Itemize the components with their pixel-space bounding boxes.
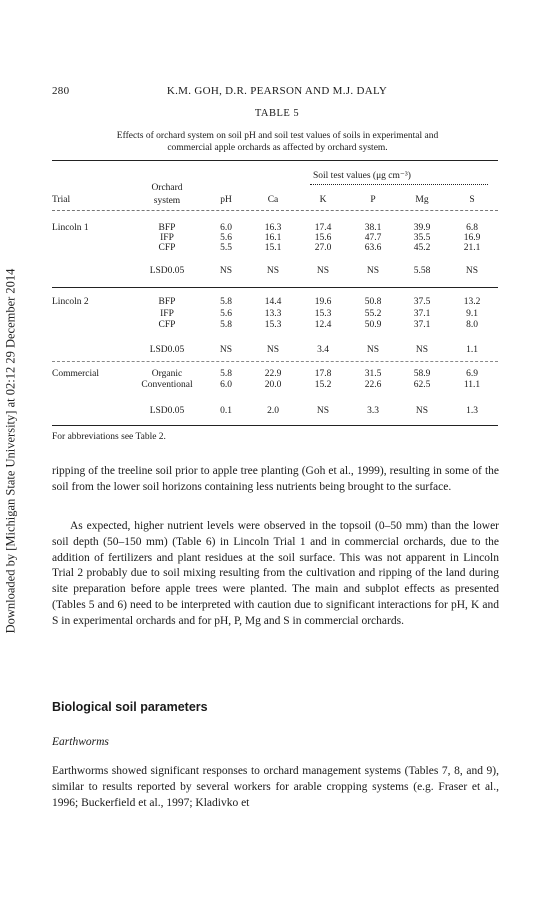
table-cell-s: 1.1	[466, 345, 478, 355]
table-cell-ph: 5.8	[220, 297, 232, 307]
table-cell-p: 50.9	[364, 320, 382, 330]
table-cell-s: 9.1	[466, 309, 478, 319]
table-top-rule	[52, 160, 498, 161]
column-header-p: P	[370, 195, 376, 205]
table-cell-mg: 58.9	[413, 369, 431, 379]
table-cell-k: 17.8	[314, 369, 332, 379]
table-cell-system: LSD0.05	[149, 345, 185, 355]
table-cell-k: 12.4	[314, 320, 332, 330]
column-header-system: Orchard system	[151, 183, 183, 206]
table-cell-s: 13.2	[463, 297, 481, 307]
column-header-trial: Trial	[52, 195, 71, 205]
table-cell-s: 16.9	[463, 233, 481, 243]
table-cell-ph: 0.1	[220, 406, 232, 416]
table-cell-ca: NS	[266, 345, 280, 355]
table-cell-ph: NS	[219, 266, 233, 276]
table-cell-system: Organic	[151, 369, 183, 379]
table-caption-line: commercial apple orchards as affected by orchard system.	[167, 143, 388, 153]
table-cell-trial: Commercial	[52, 369, 99, 379]
table-cell-p: NS	[366, 266, 380, 276]
table-cell-s: 1.3	[466, 406, 478, 416]
table-cell-p: 55.2	[364, 309, 382, 319]
table-cell-ca: 14.4	[264, 297, 282, 307]
section-rule	[52, 287, 498, 288]
table-cell-mg: 35.5	[413, 233, 431, 243]
table-cell-ph: 5.8	[220, 369, 232, 379]
table-cell-s: 8.0	[466, 320, 478, 330]
table-cell-system: IFP	[160, 233, 174, 243]
table-cell-p: 63.6	[364, 243, 382, 253]
body-paragraph: Earthworms showed significant responses to orchard management systems (Tables 7, 8, and 9), similar to results reported by several workers for arable cropping systems (e.g. Fraser et al., 1996; Buckerfield et al., 1997; Kladivko et	[52, 765, 499, 809]
table-cell-s: 6.9	[466, 369, 478, 379]
table-cell-p: 47.7	[364, 233, 382, 243]
table-cell-s: NS	[465, 266, 479, 276]
table-cell-k: 17.4	[314, 223, 332, 233]
table-cell-ph: 5.5	[220, 243, 232, 253]
table-cell-system: CFP	[158, 320, 176, 330]
table-cell-s: 21.1	[463, 243, 481, 253]
table-cell-mg: NS	[415, 406, 429, 416]
table-cell-trial: Lincoln 1	[52, 223, 89, 233]
table-cell-ca: 13.3	[264, 309, 282, 319]
table-cell-k: NS	[316, 266, 330, 276]
column-header-ca: Ca	[267, 195, 279, 205]
group-header-rule	[310, 184, 488, 185]
table-cell-p: 31.5	[364, 369, 382, 379]
table-cell-k: 15.2	[314, 380, 332, 390]
table-label: TABLE 5	[254, 108, 300, 119]
table-cell-ph: 6.0	[220, 223, 232, 233]
table-cell-ph: 5.6	[220, 233, 232, 243]
table-cell-k: 19.6	[314, 297, 332, 307]
table-cell-k: 15.3	[314, 309, 332, 319]
table-cell-mg: 5.58	[413, 266, 431, 276]
table-cell-ph: 5.6	[220, 309, 232, 319]
table-cell-k: NS	[316, 406, 330, 416]
body-paragraph: ripping of the treeline soil prior to apple tree planting (Goh et al., 1999), resulting in some of the soil from the lower soil horizons containing less nutrients being brought to the surface.	[52, 465, 499, 493]
table-cell-ph: 5.8	[220, 320, 232, 330]
table-cell-system: Conventional	[141, 380, 193, 390]
table-cell-ca: 20.0	[264, 380, 282, 390]
table-cell-system: BFP	[158, 297, 176, 307]
table-cell-p: 3.3	[367, 406, 379, 416]
download-note: Downloaded by [Michigan State University] at 02:12 29 December 2014	[3, 268, 18, 634]
table-cell-mg: 62.5	[413, 380, 431, 390]
table-caption-line: Effects of orchard system on soil pH and soil test values of soils in experimental and	[116, 131, 439, 141]
table-cell-ca: NS	[266, 266, 280, 276]
section-heading: Biological soil parameters	[52, 700, 208, 714]
table-cell-ca: 2.0	[267, 406, 279, 416]
column-header-ph: pH	[220, 195, 232, 205]
table-cell-ca: 15.3	[264, 320, 282, 330]
table-cell-mg: 37.5	[413, 297, 431, 307]
table-footnote: For abbreviations see Table 2.	[52, 432, 166, 442]
table-cell-k: 27.0	[314, 243, 332, 253]
table-cell-k: 15.6	[314, 233, 332, 243]
table-cell-ca: 22.9	[264, 369, 282, 379]
table-cell-ph: 6.0	[220, 380, 232, 390]
table-cell-s: 11.1	[463, 380, 481, 390]
table-cell-mg: NS	[415, 345, 429, 355]
table-cell-system: BFP	[158, 223, 176, 233]
table-cell-ca: 16.1	[264, 233, 282, 243]
column-header-k: K	[319, 195, 327, 205]
table-cell-system: CFP	[158, 243, 176, 253]
table-bottom-rule	[52, 425, 498, 426]
table-cell-mg: 45.2	[413, 243, 431, 253]
table-cell-system: LSD0.05	[149, 266, 185, 276]
section-rule	[52, 361, 498, 362]
table-cell-ca: 15.1	[264, 243, 282, 253]
page-number: 280	[52, 85, 70, 97]
table-cell-system: LSD0.05	[149, 406, 185, 416]
table-cell-ph: NS	[219, 345, 233, 355]
table-cell-mg: 37.1	[413, 320, 431, 330]
header-rule	[52, 210, 498, 211]
table-cell-k: 3.4	[317, 345, 329, 355]
download-watermark	[0, 0, 22, 902]
column-header-s: S	[469, 195, 475, 205]
table-cell-mg: 37.1	[413, 309, 431, 319]
column-header-mg: Mg	[415, 195, 429, 205]
table-cell-system: IFP	[160, 309, 174, 319]
table-cell-trial: Lincoln 2	[52, 297, 89, 307]
table-cell-p: NS	[366, 345, 380, 355]
table-cell-p: 22.6	[364, 380, 382, 390]
table-cell-p: 38.1	[364, 223, 382, 233]
table-cell-s: 6.8	[466, 223, 478, 233]
table-cell-p: 50.8	[364, 297, 382, 307]
subsection-heading: Earthworms	[52, 736, 109, 748]
table-cell-ca: 16.3	[264, 223, 282, 233]
body-paragraph: As expected, higher nutrient levels were observed in the topsoil (0–50 mm) than the lower soil depth (50–150 mm) (Table 6) in Lincoln Trial 1 and in commercial orchards, due to the addition of fertilizers and plant residues at the soil surface. This was not apparent in Lincoln Trial 2 probably due to soil mixing resulting from the cultivation and ripping of the land during site preparation before apple trees were planted. The main and subplot effects as presented (Tables 5 and 6) need to be interpreted with caution due to significant interactions for pH, K and S in experimental orchards and for pH, P, Mg and S in commercial orchards.	[52, 520, 499, 627]
running-authors: K.M. GOH, D.R. PEARSON AND M.J. DALY	[166, 85, 388, 97]
table-group-header: Soil test values (μg cm⁻³)	[313, 171, 411, 181]
table-caption	[70, 130, 485, 154]
table-cell-mg: 39.9	[413, 223, 431, 233]
